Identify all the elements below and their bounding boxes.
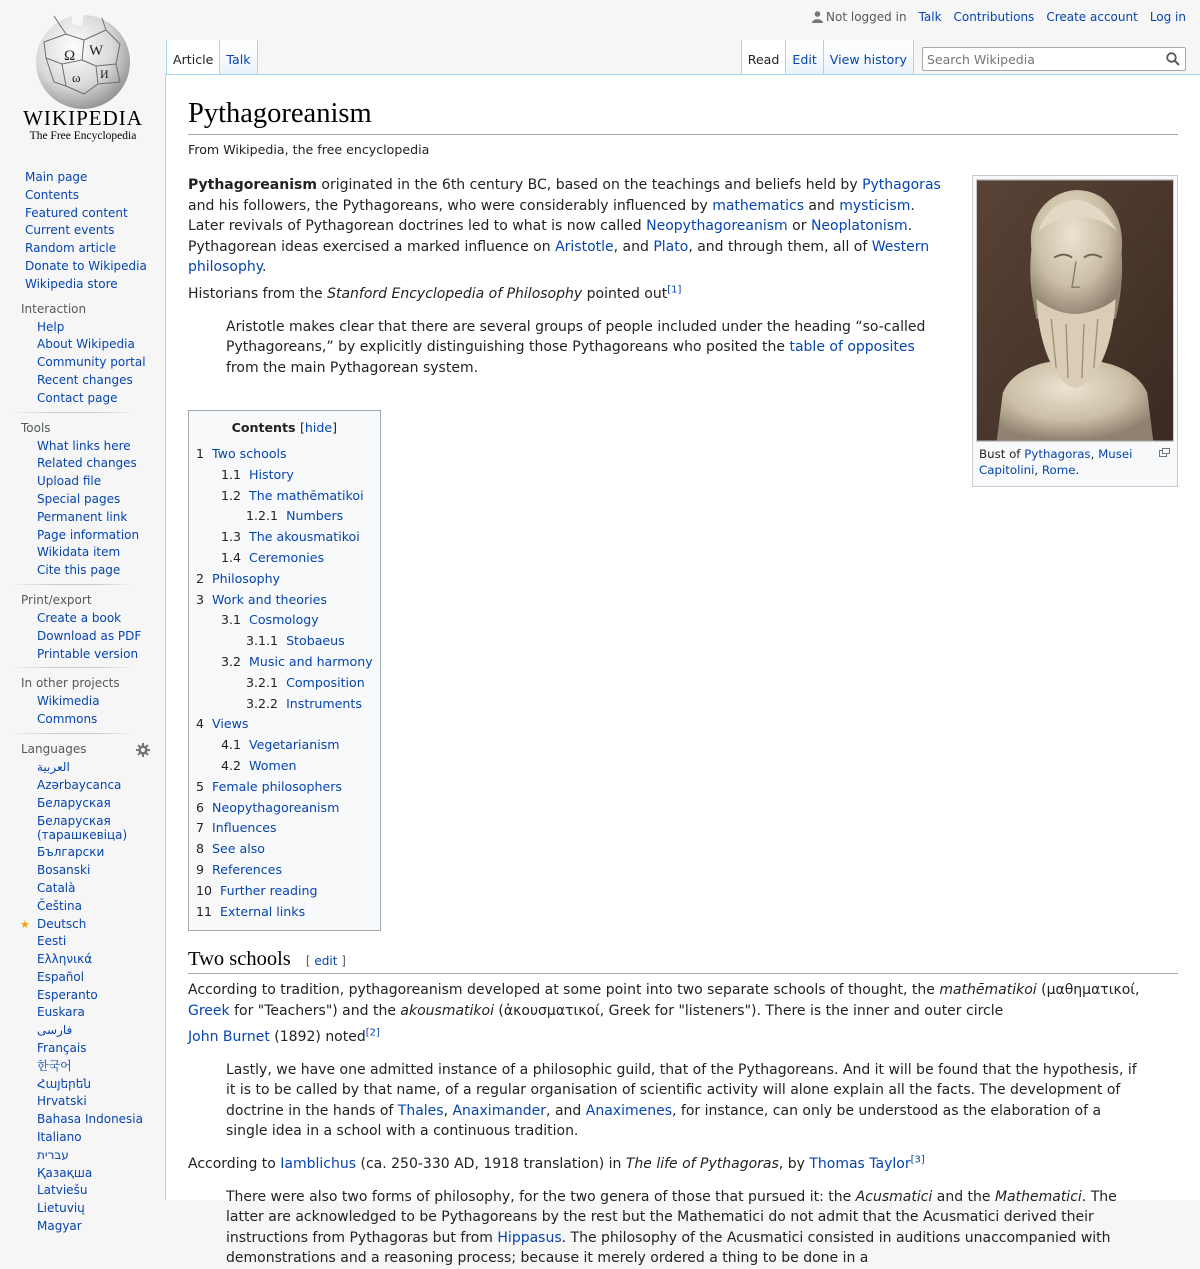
toc-item-link[interactable]: History [249,466,294,482]
svg-text:Ω: Ω [64,48,76,64]
toc-item-link[interactable]: Music and harmony [249,653,373,669]
sidebar-item-permanent-link[interactable]: Permanent link [37,509,128,524]
link-john-burnet[interactable]: John Burnet [188,1029,270,1046]
text: . Pythagorean ideas exercised a marked influence on [188,218,913,255]
toc-item-number: 1.4 [221,549,242,565]
toc-item[interactable] [196,548,373,569]
link-neoplatonism[interactable]: Neoplatonism [810,218,908,235]
text: According to tradition, pythagoreanism developed at some point into two separate schools of thought, the [188,981,940,998]
reference-link[interactable]: [1] [667,284,682,296]
toc-item[interactable] [196,798,373,819]
toc-item-link[interactable]: Female philosophers [212,778,342,794]
user-icon [812,11,823,23]
toc-item[interactable] [196,902,373,923]
link-neopythagoreanism[interactable]: Neopythagoreanism [646,218,788,235]
toc-item-number: 10 [196,882,213,898]
toc-item[interactable] [196,714,373,735]
toc-item-link[interactable]: Vegetarianism [249,737,340,753]
sidebar-print-export [0,593,166,668]
lang-item[interactable]: Français [37,1041,87,1056]
caption-link-musei-capitolini[interactable]: Musei Capitolini [979,447,1133,478]
sidebar-item-current-events[interactable]: Current events [25,223,115,238]
lang-item[interactable]: Bosanski [37,863,91,878]
reference-link[interactable]: [2] [365,1027,380,1039]
logo-tagline: The Free Encyclopedia [29,130,137,142]
sidebar-item-community-portal[interactable]: Community portal [37,355,146,370]
link-thales[interactable]: Thales [397,1102,444,1119]
sidebar-item-donate[interactable]: Donate to Wikipedia [25,258,147,273]
tab-article-label: Article [173,52,214,67]
sidebar-item-wikidata-item[interactable]: Wikidata item [37,545,121,560]
toc-item-link[interactable]: Women [249,757,297,773]
lang-item[interactable]: Қазақша [37,1165,93,1180]
toc-item[interactable] [196,694,373,715]
sidebar-item-related-changes[interactable]: Related changes [37,456,137,471]
sidebar-item-help[interactable]: Help [37,319,65,334]
site-subtitle: From Wikipedia, the free encyclopedia [188,142,430,158]
section-heading-two-schools [188,949,1178,974]
text: and the [932,1188,995,1205]
text: , and through them, all of [688,238,872,255]
blockquote [226,1060,1138,1142]
toc-item-link[interactable]: Numbers [286,508,344,524]
article-body [188,175,1178,1269]
search-input[interactable] [923,48,1159,70]
text: pointed out [582,286,668,303]
reference-link[interactable]: [3] [910,1154,925,1166]
search-icon[interactable] [1166,52,1180,66]
text: Lastly, we have one admitted instance of a philosophic guild, that of the Pythagoreans. And it will be found that the hypothesis, if it is to be called by that name, of a regular organisation of scientific activity will alone explain all the facts. The development of doctrine in the hands of [226,1061,1137,1119]
sidebar-item-recent-changes[interactable]: Recent changes [37,372,133,387]
toc-item-link[interactable]: Views [212,716,249,732]
talk-link[interactable]: Talk [918,10,942,24]
caption-text: Bust of [979,447,1025,462]
infobox-thumbnail [972,175,1178,487]
toc-item[interactable] [196,444,373,465]
toc-item-link[interactable]: Ceremonies [249,549,325,565]
featured-star-icon: ★ [20,917,30,931]
italic-text: mathēmatikoi [939,981,1037,998]
text: originated in the 6th century BC, based on the teachings and beliefs held by [316,177,863,194]
lang-item[interactable]: Esperanto [37,987,98,1002]
sidebar-navigation [0,163,166,302]
toc-item-number: 1.3 [221,529,242,545]
sidebar-tools [0,421,166,585]
section-heading-label: Two schools [188,948,291,971]
toc-item-link[interactable]: Work and theories [212,591,327,607]
text: , for instance, can only be understood as the elaboration of a single idea in a school with a continuous tradition. [226,1102,1102,1140]
italic-text: akousmatikoi [400,1002,494,1019]
toc-item-link[interactable]: Neopythagoreanism [212,799,340,815]
text: , and [613,238,654,255]
sidebar-item-download-pdf[interactable]: Download as PDF [37,628,142,643]
sidebar-languages [0,742,166,1236]
link-aristotle[interactable]: Aristotle [555,238,614,255]
toc-item-number: 8 [196,841,205,857]
link-hippasus[interactable]: Hippasus [497,1229,562,1246]
toc-item-number: 3.2.1 [246,674,279,690]
paragraph [188,980,1178,1021]
text: There were also two forms of philosophy, for the two genera of those that pursued it: the [226,1188,856,1205]
toc-title-label: Contents [231,420,296,436]
toc-item-number: 11 [196,903,213,919]
toc-item[interactable] [196,839,373,860]
toc-item-number: 3.2.2 [246,695,279,711]
link-table-of-opposites[interactable]: table of opposites [789,339,915,356]
sidebar-divider [9,584,136,585]
sidebar-item-special-pages[interactable]: Special pages [37,491,121,506]
sidebar-item-what-links-here[interactable]: What links here [37,438,131,453]
link-plato[interactable]: Plato [653,238,689,255]
toc-item-number: 3.1.1 [246,633,279,649]
text: from the main Pythagorean system. [226,359,479,376]
text: . The philosophy of the Acusmatici consisted in auditions unaccompanied with demonstrations and a reasoning process; because it merely ordered a thing to be done in a [226,1229,1111,1267]
toc-item-number: 1 [196,445,205,461]
sidebar-item-page-information[interactable]: Page information [37,527,140,542]
sidebar-divider [9,667,136,668]
svg-text:И: И [100,67,109,81]
text: (ca. 250-330 AD, 1918 translation) in [356,1156,626,1173]
toc-item-number: 1.2 [221,487,242,503]
lang-item[interactable]: Magyar [37,1219,82,1234]
text: . Later revivals of Pythagorean doctrines led to what is now called [188,197,915,235]
lang-item[interactable]: Беларуская [37,795,111,810]
text: . The latter are acknowledged to be Pythagoreans by the rest but the Mathematici do not admit that the Acusmatici derived their instructions from Pythagoras but from [226,1188,1117,1246]
toc-item[interactable] [196,735,373,756]
italic-text: Stanford Encyclopedia of Philosophy [327,286,583,303]
toc-item-number: 1.2.1 [246,508,279,524]
toc-item-number: 3.1 [221,612,242,628]
sidebar-other-projects [0,676,166,734]
create-account-link[interactable]: Create account [1046,10,1138,24]
edit-section-link[interactable]: edit [314,954,338,969]
toc-item-link[interactable]: The mathēmatikoi [249,487,364,503]
toc-item[interactable] [196,569,373,590]
lang-item[interactable]: Català [37,880,76,895]
toc-item-link[interactable]: Composition [286,674,365,690]
toc-item-link[interactable]: References [212,861,283,877]
sidebar-divider [9,733,136,734]
toc-item-number: 5 [196,778,205,794]
link-anaximander[interactable]: Anaximander [452,1102,547,1119]
not-logged-in-label: Not logged in [826,10,907,24]
sidebar-item-random-article[interactable]: Random article [25,241,117,256]
svg-text:W: W [89,43,104,59]
thumbnail-caption [976,442,1174,483]
lang-item[interactable]: Italiano [37,1130,82,1145]
sidebar-divider [9,412,136,413]
toc-item[interactable] [196,631,373,652]
sidebar-item-featured-content[interactable]: Featured content [25,205,128,220]
toc-item[interactable] [196,860,373,881]
lang-item[interactable]: Deutsch [37,916,87,931]
lang-item[interactable]: 한국어 [37,1058,72,1073]
text: , by [778,1156,810,1173]
sidebar-heading-interaction: Interaction [21,301,87,316]
toc-item[interactable] [196,756,373,777]
sidebar [0,163,166,1236]
lang-item[interactable]: Latviešu [37,1183,88,1198]
lang-item[interactable]: العربية [37,759,70,774]
pythagoras-bust-image[interactable] [976,179,1174,442]
log-in-link[interactable]: Log in [1149,10,1186,24]
sidebar-heading-languages [0,742,158,759]
italic-text: Mathematici [994,1188,1082,1205]
link-iamblichus[interactable]: Iamblichus [280,1156,357,1173]
caption-text: , [1034,463,1042,478]
toc-item-number: 3 [196,591,205,607]
link-pythagoras[interactable]: Pythagoras [862,177,941,194]
search-box [922,47,1186,71]
sidebar-item-about[interactable]: About Wikipedia [37,337,135,352]
personal-tools [812,9,1186,25]
toc-item-link[interactable]: Cosmology [249,612,319,628]
languages-heading-label: Languages [21,741,87,756]
toc-item[interactable] [196,881,373,902]
text: Historians from the [188,286,328,303]
text: ] [337,954,346,969]
tab-article[interactable] [166,40,220,74]
text: (μαθηματικοί, [1036,981,1140,998]
text: , and [546,1102,586,1119]
lang-item[interactable]: עברית [37,1147,69,1162]
toc-item[interactable] [196,590,373,611]
logo-wordmark: WIKIPEDIA [23,106,143,130]
toc-item-number: 6 [196,799,205,815]
edit-section [306,954,346,968]
contributions-link[interactable]: Contributions [953,10,1035,24]
toc-item[interactable] [196,465,373,486]
namespace-tabs [166,40,258,74]
caption-text: . [1075,463,1080,478]
tab-talk-label: Talk [226,52,251,67]
lang-item[interactable]: Čeština [37,898,83,913]
toc-item[interactable] [196,610,373,631]
sidebar-heading-tools: Tools [21,420,51,435]
text: and his followers, the Pythagoreans, who were considerably influenced by [188,197,713,214]
link-greek[interactable]: Greek [188,1002,230,1019]
lang-item[interactable]: Eesti [37,934,67,949]
toc-item[interactable] [196,673,373,694]
toc-title: Contents [hide] [231,420,338,436]
lang-item[interactable]: Български [37,845,105,860]
toc-item-number: 7 [196,820,205,836]
text: [ [305,954,315,969]
toc-list [196,444,373,922]
text: (1892) noted [269,1029,366,1046]
page-title: Pythagoreanism [188,95,1178,135]
lang-item[interactable]: Euskara [37,1005,85,1020]
toc-hide-toggle[interactable]: hide [304,420,333,436]
lang-item[interactable]: Español [37,969,85,984]
link-mathematics[interactable]: mathematics [712,197,804,214]
italic-text: Acusmatici [855,1188,933,1205]
toc-item-link[interactable]: External links [220,903,306,919]
sidebar-heading-projects: In other projects [21,676,120,691]
toc-item-link[interactable]: Stobaeus [286,633,345,649]
toc-item[interactable] [196,818,373,839]
text: . [262,259,267,276]
text: or [787,218,811,235]
toc-item-link[interactable]: Two schools [212,445,287,461]
toc-item[interactable] [196,506,373,527]
lang-item[interactable]: Беларуская (тарашкевіца) [37,814,128,843]
text: , [443,1102,453,1119]
toc-item-number: 9 [196,861,205,877]
text: According to [188,1156,281,1173]
paragraph [188,1027,1178,1048]
caption-link-rome[interactable]: Rome [1041,463,1076,478]
paragraph [188,1154,1178,1175]
sidebar-interaction [0,302,166,413]
toc-item[interactable] [196,652,373,673]
lang-item[interactable]: Lietuvių [37,1201,85,1216]
sidebar-item-cite-this-page[interactable]: Cite this page [37,563,121,578]
not-logged-in [812,10,907,24]
link-thomas-taylor[interactable]: Thomas Taylor [809,1156,911,1173]
sidebar-item-upload-file[interactable]: Upload file [37,474,102,489]
toc-item-number: 4.1 [221,737,242,753]
lang-item[interactable]: Hrvatski [37,1094,87,1109]
table-of-contents [188,410,381,931]
sidebar-item-main-page[interactable]: Main page [25,170,88,184]
sidebar-item-contact-page[interactable]: Contact page [37,390,118,405]
toc-item-link[interactable]: The akousmatikoi [249,529,360,545]
lang-item[interactable]: فارسی [37,1023,73,1038]
intro-bold: Pythagoreanism [188,177,317,194]
toc-item-link[interactable]: Philosophy [212,570,281,586]
wikipedia-globe-icon [32,12,134,112]
toc-item-link[interactable]: Further reading [220,882,318,898]
lang-item[interactable]: Bahasa Indonesia [37,1112,143,1127]
toc-item-number: 2 [196,570,205,586]
caption-link-pythagoras[interactable]: Pythagoras [1024,447,1091,462]
lang-item[interactable]: Ελληνικά [37,952,93,967]
blockquote [226,1187,1138,1269]
tab-view-history-label: View history [829,52,907,67]
sidebar-item-contents[interactable]: Contents [25,187,79,202]
toc-item-link[interactable]: See also [212,841,266,857]
sidebar-item-printable-version[interactable]: Printable version [37,646,139,661]
gear-icon[interactable] [136,743,150,757]
main-content [165,74,1200,1267]
text: Aristotle makes clear that there are several groups of people included under the heading “so-called Pythagoreans,” by explicitly distinguishing those Pythagoreans who posited the [226,318,926,356]
tab-talk[interactable] [220,40,257,74]
link-mysticism[interactable]: mysticism [839,197,911,214]
toc-item[interactable] [196,486,373,507]
sidebar-item-wikimedia-commons[interactable]: Wikimedia Commons [37,694,100,727]
caption-text: , [1090,447,1099,462]
toc-item-number: 1.1 [221,466,242,482]
site-logo[interactable] [0,0,166,160]
text: for "Teachers") and the [229,1002,401,1019]
lang-item[interactable]: Azərbaycanca [37,777,122,792]
text: (ἀκουσματικοί, Greek for "listeners"). There is the inner and outer circle [493,1002,1004,1019]
toc-item-link[interactable]: Instruments [286,695,362,711]
tab-view-history[interactable] [824,40,914,74]
sidebar-item-store[interactable]: Wikipedia store [25,276,118,291]
tab-read-label: Read [747,52,780,67]
tab-edit-label: Edit [792,52,817,67]
toc-item[interactable] [196,527,373,548]
link-anaximenes[interactable]: Anaximenes [585,1102,672,1119]
view-tabs [741,40,914,74]
toc-item-link[interactable]: Influences [212,820,277,836]
text: and [803,197,840,214]
enlarge-icon[interactable] [1159,448,1170,457]
toc-item[interactable] [196,777,373,798]
toc-item-number: 4.2 [221,757,242,773]
tab-edit[interactable] [786,40,823,74]
tab-read[interactable] [741,40,787,74]
sidebar-item-create-book[interactable]: Create a book [37,610,122,625]
sidebar-heading-print: Print/export [21,592,92,607]
toc-item-number: 4 [196,716,205,732]
lang-item[interactable]: Հայերեն [37,1076,91,1091]
toc-item-number: 3.2 [221,653,242,669]
link-western-philosophy[interactable]: Western philosophy [188,238,930,276]
italic-text: The life of Pythagoras [625,1156,779,1173]
svg-text:ω: ω [72,70,81,85]
